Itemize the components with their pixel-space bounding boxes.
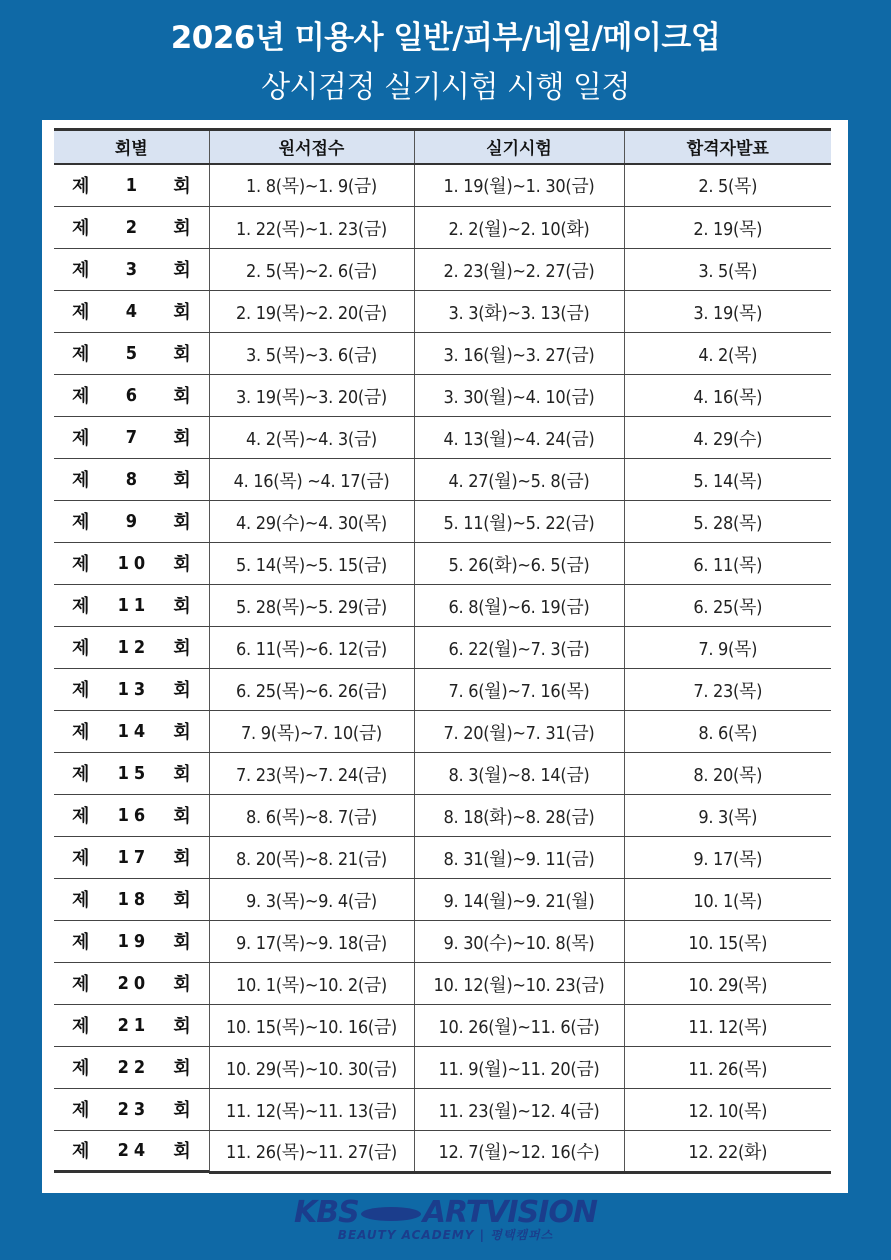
round-cell — [54, 753, 209, 795]
table-row — [54, 711, 831, 753]
round-suffix: 회 — [173, 470, 191, 491]
exam-period-cell: 3. 16(월)~3. 27(금) — [414, 333, 624, 375]
application-period-cell: 6. 11(목)~6. 12(금) — [209, 627, 414, 669]
round-suffix: 회 — [173, 260, 191, 281]
round-cell — [54, 249, 209, 291]
round-cell — [54, 417, 209, 459]
round-number: 9 — [125, 510, 137, 532]
exam-period-cell: 10. 12(월)~10. 23(금) — [414, 963, 624, 1005]
schedule-table — [54, 128, 831, 1174]
exam-period-cell: 1. 19(월)~1. 30(금) — [414, 164, 624, 207]
exam-period-cell: 8. 31(월)~9. 11(금) — [414, 837, 624, 879]
exam-period-cell: 3. 30(월)~4. 10(금) — [414, 375, 624, 417]
result-date-cell: 7. 9(목) — [624, 627, 831, 669]
round-suffix: 회 — [173, 218, 191, 239]
round-number: 7 — [125, 426, 137, 448]
table-row — [54, 921, 831, 963]
round-cell — [54, 207, 209, 249]
exam-period-cell: 5. 11(월)~5. 22(금) — [414, 501, 624, 543]
exam-period-cell: 5. 26(화)~6. 5(금) — [414, 543, 624, 585]
application-period-cell: 1. 22(목)~1. 23(금) — [209, 207, 414, 249]
round-number: 2 — [125, 216, 137, 238]
result-date-cell: 6. 25(목) — [624, 585, 831, 627]
round-number: 5 — [125, 342, 137, 364]
round-cell — [54, 1089, 209, 1131]
exam-period-cell: 7. 20(월)~7. 31(금) — [414, 711, 624, 753]
round-suffix: 회 — [173, 1100, 191, 1121]
round-number: 2 0 — [117, 972, 145, 994]
round-prefix: 제 — [72, 218, 90, 239]
table-row — [54, 795, 831, 837]
round-suffix: 회 — [173, 596, 191, 617]
round-number: 1 — [125, 174, 137, 196]
table-row — [54, 627, 831, 669]
result-date-cell: 4. 2(목) — [624, 333, 831, 375]
header-application: 원서접수 — [209, 130, 414, 164]
round-suffix: 회 — [173, 512, 191, 533]
round-cell — [54, 1047, 209, 1089]
round-number: 4 — [125, 300, 137, 322]
round-suffix: 회 — [173, 974, 191, 995]
round-cell — [54, 921, 209, 963]
round-number: 1 0 — [117, 552, 145, 574]
application-period-cell: 3. 5(목)~3. 6(금) — [209, 333, 414, 375]
round-prefix: 제 — [72, 302, 90, 323]
table-row — [54, 879, 831, 921]
schedule-panel — [42, 120, 848, 1193]
round-cell — [54, 375, 209, 417]
result-date-cell: 7. 23(목) — [624, 669, 831, 711]
round-cell — [54, 333, 209, 375]
exam-period-cell: 9. 14(월)~9. 21(월) — [414, 879, 624, 921]
round-number: 1 1 — [117, 594, 145, 616]
application-period-cell: 2. 19(목)~2. 20(금) — [209, 291, 414, 333]
round-number: 2 2 — [117, 1056, 145, 1078]
round-prefix: 제 — [72, 1141, 90, 1162]
round-number: 2 4 — [117, 1139, 145, 1161]
result-date-cell: 8. 6(목) — [624, 711, 831, 753]
table-row — [54, 669, 831, 711]
round-prefix: 제 — [72, 1058, 90, 1079]
round-number: 3 — [125, 258, 137, 280]
round-prefix: 제 — [72, 974, 90, 995]
table-row — [54, 1131, 831, 1173]
application-period-cell: 4. 2(목)~4. 3(금) — [209, 417, 414, 459]
round-number: 1 8 — [117, 888, 145, 910]
round-suffix: 회 — [173, 932, 191, 953]
round-suffix: 회 — [173, 890, 191, 911]
table-row — [54, 249, 831, 291]
round-cell — [54, 837, 209, 879]
application-period-cell: 9. 17(목)~9. 18(금) — [209, 921, 414, 963]
exam-period-cell: 2. 2(월)~2. 10(화) — [414, 207, 624, 249]
result-date-cell: 11. 26(목) — [624, 1047, 831, 1089]
logo-tagline: BEAUTY ACADEMY | 평택캠퍼스 — [337, 1228, 554, 1242]
round-suffix: 회 — [173, 386, 191, 407]
round-cell — [54, 627, 209, 669]
table-row — [54, 963, 831, 1005]
application-period-cell: 7. 9(목)~7. 10(금) — [209, 711, 414, 753]
table-row — [54, 837, 831, 879]
table-row — [54, 585, 831, 627]
result-date-cell: 10. 29(목) — [624, 963, 831, 1005]
result-date-cell: 10. 15(목) — [624, 921, 831, 963]
round-suffix: 회 — [173, 554, 191, 575]
exam-period-cell: 12. 7(월)~12. 16(수) — [414, 1131, 624, 1173]
table-row — [54, 1089, 831, 1131]
round-number: 2 1 — [117, 1014, 145, 1036]
round-suffix: 회 — [173, 1058, 191, 1079]
round-prefix: 제 — [72, 806, 90, 827]
table-row — [54, 1005, 831, 1047]
footer — [0, 1195, 891, 1243]
table-row — [54, 164, 831, 207]
table-row — [54, 753, 831, 795]
application-period-cell: 10. 29(목)~10. 30(금) — [209, 1047, 414, 1089]
application-period-cell: 9. 3(목)~9. 4(금) — [209, 879, 414, 921]
logo-artvision-text: ARTVISION — [422, 1195, 597, 1230]
round-cell — [54, 795, 209, 837]
round-prefix: 제 — [72, 470, 90, 491]
round-suffix: 회 — [173, 1141, 191, 1162]
application-period-cell: 11. 26(목)~11. 27(금) — [209, 1131, 414, 1173]
round-prefix: 제 — [72, 596, 90, 617]
round-prefix: 제 — [72, 428, 90, 449]
round-suffix: 회 — [173, 848, 191, 869]
exam-period-cell: 3. 3(화)~3. 13(금) — [414, 291, 624, 333]
application-period-cell: 6. 25(목)~6. 26(금) — [209, 669, 414, 711]
header-practical-exam: 실기시험 — [414, 130, 624, 164]
round-suffix: 회 — [173, 722, 191, 743]
exam-period-cell: 9. 30(수)~10. 8(목) — [414, 921, 624, 963]
round-cell — [54, 669, 209, 711]
application-period-cell: 1. 8(목)~1. 9(금) — [209, 164, 414, 207]
exam-period-cell: 8. 3(월)~8. 14(금) — [414, 753, 624, 795]
round-prefix: 제 — [72, 344, 90, 365]
round-number: 6 — [125, 384, 137, 406]
application-period-cell: 5. 14(목)~5. 15(금) — [209, 543, 414, 585]
round-prefix: 제 — [72, 638, 90, 659]
round-suffix: 회 — [173, 428, 191, 449]
round-prefix: 제 — [72, 176, 90, 197]
application-period-cell: 5. 28(목)~5. 29(금) — [209, 585, 414, 627]
result-date-cell: 2. 5(목) — [624, 164, 831, 207]
round-cell — [54, 585, 209, 627]
round-cell — [54, 711, 209, 753]
round-cell — [54, 165, 209, 207]
round-prefix: 제 — [72, 1016, 90, 1037]
round-suffix: 회 — [173, 344, 191, 365]
result-date-cell: 9. 17(목) — [624, 837, 831, 879]
round-prefix: 제 — [72, 932, 90, 953]
application-period-cell: 4. 29(수)~4. 30(목) — [209, 501, 414, 543]
result-date-cell: 4. 16(목) — [624, 375, 831, 417]
round-number: 1 4 — [117, 720, 145, 742]
result-date-cell: 3. 5(목) — [624, 249, 831, 291]
table-row — [54, 291, 831, 333]
table-row — [54, 333, 831, 375]
round-cell — [54, 291, 209, 333]
result-date-cell: 9. 3(목) — [624, 795, 831, 837]
round-prefix: 제 — [72, 1100, 90, 1121]
result-date-cell: 12. 22(화) — [624, 1131, 831, 1173]
header-round: 회별 — [54, 130, 209, 164]
round-cell — [54, 879, 209, 921]
round-suffix: 회 — [173, 302, 191, 323]
result-date-cell: 3. 19(목) — [624, 291, 831, 333]
exam-period-cell: 10. 26(월)~11. 6(금) — [414, 1005, 624, 1047]
round-prefix: 제 — [72, 386, 90, 407]
table-row — [54, 417, 831, 459]
round-suffix: 회 — [173, 806, 191, 827]
exam-period-cell: 11. 9(월)~11. 20(금) — [414, 1047, 624, 1089]
application-period-cell: 10. 15(목)~10. 16(금) — [209, 1005, 414, 1047]
application-period-cell: 4. 16(목) ~4. 17(금) — [209, 459, 414, 501]
exam-period-cell: 4. 13(월)~4. 24(금) — [414, 417, 624, 459]
round-prefix: 제 — [72, 554, 90, 575]
table-row — [54, 501, 831, 543]
page-subtitle: 상시검정 실기시험 시행 일정 — [261, 70, 630, 105]
table-row — [54, 459, 831, 501]
result-date-cell: 5. 28(목) — [624, 501, 831, 543]
round-prefix: 제 — [72, 512, 90, 533]
round-suffix: 회 — [173, 176, 191, 197]
round-suffix: 회 — [173, 638, 191, 659]
round-number: 2 3 — [117, 1098, 145, 1120]
round-number: 1 2 — [117, 636, 145, 658]
exam-period-cell: 8. 18(화)~8. 28(금) — [414, 795, 624, 837]
exam-period-cell: 2. 23(월)~2. 27(금) — [414, 249, 624, 291]
logo-swoosh-icon — [361, 1207, 421, 1221]
result-date-cell: 6. 11(목) — [624, 543, 831, 585]
round-cell — [54, 1005, 209, 1047]
table-row — [54, 1047, 831, 1089]
result-date-cell: 11. 12(목) — [624, 1005, 831, 1047]
result-date-cell: 10. 1(목) — [624, 879, 831, 921]
table-row — [54, 375, 831, 417]
application-period-cell: 7. 23(목)~7. 24(금) — [209, 753, 414, 795]
round-prefix: 제 — [72, 890, 90, 911]
result-date-cell: 4. 29(수) — [624, 417, 831, 459]
round-cell — [54, 1131, 209, 1173]
result-date-cell: 2. 19(목) — [624, 207, 831, 249]
round-suffix: 회 — [173, 1016, 191, 1037]
round-suffix: 회 — [173, 680, 191, 701]
exam-period-cell: 11. 23(월)~12. 4(금) — [414, 1089, 624, 1131]
application-period-cell: 2. 5(목)~2. 6(금) — [209, 249, 414, 291]
header-result-announcement: 합격자발표 — [624, 130, 831, 164]
schedule-table-body — [54, 164, 831, 1173]
application-period-cell: 11. 12(목)~11. 13(금) — [209, 1089, 414, 1131]
round-cell — [54, 963, 209, 1005]
exam-period-cell: 7. 6(월)~7. 16(목) — [414, 669, 624, 711]
application-period-cell: 8. 20(목)~8. 21(금) — [209, 837, 414, 879]
result-date-cell: 8. 20(목) — [624, 753, 831, 795]
round-number: 1 5 — [117, 762, 145, 784]
result-date-cell: 12. 10(목) — [624, 1089, 831, 1131]
table-row — [54, 207, 831, 249]
round-prefix: 제 — [72, 764, 90, 785]
exam-period-cell: 4. 27(월)~5. 8(금) — [414, 459, 624, 501]
page-title: 2026년 미용사 일반/피부/네일/메이크업 — [170, 20, 721, 56]
round-number: 1 6 — [117, 804, 145, 826]
result-date-cell: 5. 14(목) — [624, 459, 831, 501]
table-header-row — [54, 130, 831, 164]
round-number: 8 — [125, 468, 137, 490]
round-suffix: 회 — [173, 764, 191, 785]
round-cell — [54, 543, 209, 585]
round-cell — [54, 501, 209, 543]
exam-period-cell: 6. 22(월)~7. 3(금) — [414, 627, 624, 669]
table-row — [54, 543, 831, 585]
round-prefix: 제 — [72, 848, 90, 869]
logo-kbs-text: KBS — [294, 1195, 359, 1230]
round-prefix: 제 — [72, 260, 90, 281]
application-period-cell: 8. 6(목)~8. 7(금) — [209, 795, 414, 837]
round-prefix: 제 — [72, 722, 90, 743]
application-period-cell: 10. 1(목)~10. 2(금) — [209, 963, 414, 1005]
round-prefix: 제 — [72, 680, 90, 701]
academy-logo — [294, 1195, 597, 1242]
application-period-cell: 3. 19(목)~3. 20(금) — [209, 375, 414, 417]
exam-period-cell: 6. 8(월)~6. 19(금) — [414, 585, 624, 627]
round-number: 1 3 — [117, 678, 145, 700]
round-cell — [54, 459, 209, 501]
round-number: 1 9 — [117, 930, 145, 952]
round-number: 1 7 — [117, 846, 145, 868]
